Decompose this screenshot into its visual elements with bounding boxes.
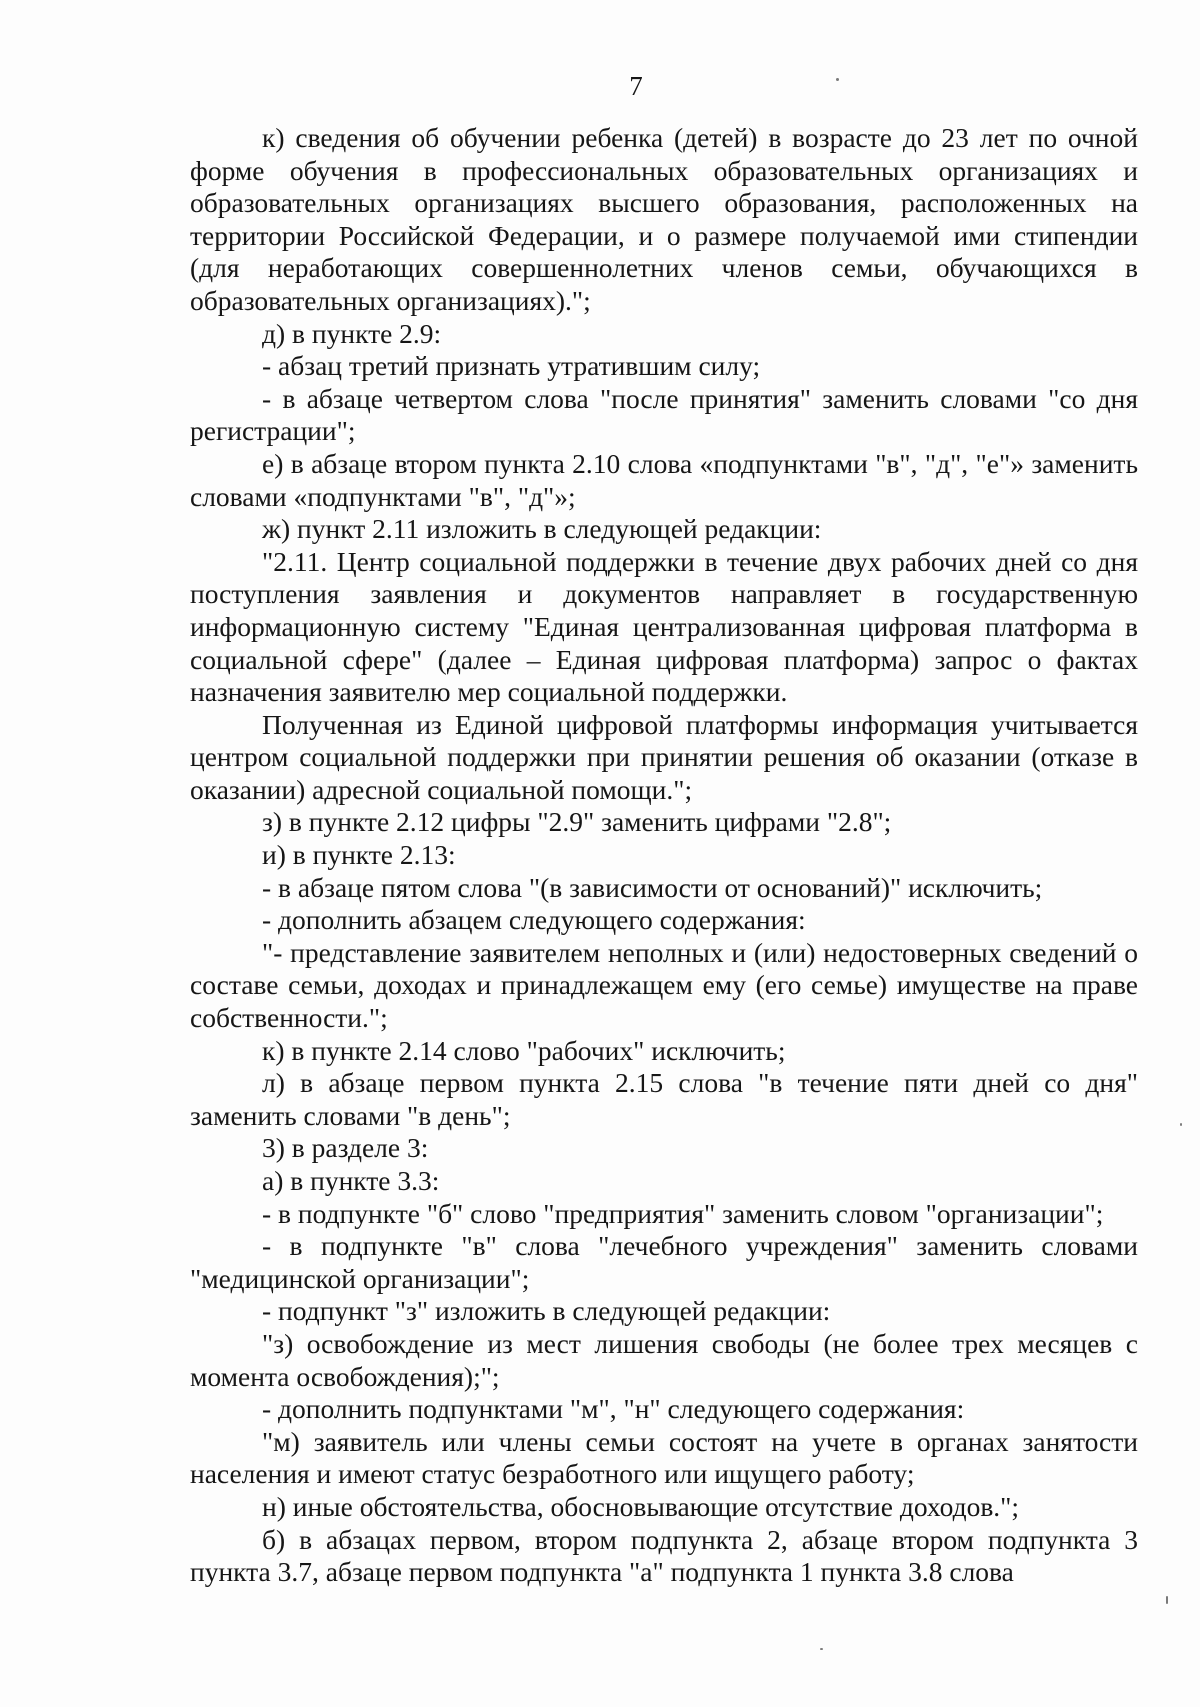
scan-speck — [1166, 1596, 1168, 1604]
paragraph: 3) в разделе 3: — [262, 1132, 429, 1164]
paragraph: - в подпункте "б" слово "предприятия" заменить словом "организации"; — [262, 1197, 1104, 1229]
paragraph: Полученная из Единой цифровой платформы информация учитывается центром социальной поддержки при принятии решения об оказании (отказе в оказании) адресной социальной помощи."; — [190, 708, 1138, 805]
paragraph: л) в абзаце первом пункта 2.15 слова "в течение пяти дней со дня" заменить словами "в день"; — [190, 1067, 1138, 1131]
paragraph: е) в абзаце втором пункта 2.10 слова «подпунктами "в", "д", "е"» заменить словами «подпунктами "в", "д"»; — [190, 447, 1138, 512]
paragraph: - дополнить подпунктами "м", "н" следующего содержания: — [262, 1393, 965, 1425]
paragraph: б) в абзацах первом, втором подпункта 2, абзаце втором подпункта 3 пункта 3.7, абзаце первом подпункта "а" подпункта 1 пункта 3.8 слова — [190, 1523, 1138, 1588]
paragraph: "м) заявитель или члены семьи состоят на учете в органах занятости населения и имеют статус безработного или ищущего работу; — [190, 1425, 1138, 1490]
page-number: 7 — [629, 71, 643, 101]
paragraph: "з) освобождение из мест лишения свободы (не более трех месяцев с момента освобождения);"; — [190, 1327, 1138, 1392]
paragraph: к) сведения об обучении ребенка (детей) в возрасте до 23 лет по очной форме обучения в профессиональных образовательных организациях и образовательных организациях высшего образования, расположенных на территории Российской Федерации, и о размере получаемой ими стипендии (для неработающих совершеннолетних членов семьи, обучающихся в образовательных организациях)."; — [190, 122, 1138, 316]
paragraph: - в подпункте "в" слова "лечебного учреждения" заменить словами "медицинской организации"; — [190, 1230, 1138, 1294]
paragraph: д) в пункте 2.9: — [262, 317, 442, 349]
paragraph: и) в пункте 2.13: — [262, 839, 456, 871]
paragraph: - абзац третий признать утратившим силу; — [262, 350, 761, 382]
paragraph: - в абзаце четвертом слова "после принятия" заменить словами "со дня регистрации"; — [190, 382, 1138, 447]
paragraph: к) в пункте 2.14 слово "рабочих" исключить; — [262, 1034, 786, 1066]
document-body — [190, 122, 1138, 1589]
paragraph: ж) пункт 2.11 изложить в следующей редакции: — [262, 513, 822, 545]
paragraph: з) в пункте 2.12 цифры "2.9" заменить цифрами "2.8"; — [262, 806, 892, 838]
paragraph: н) иные обстоятельства, обосновывающие отсутствие доходов."; — [262, 1490, 1020, 1522]
paragraph: - в абзаце пятом слова "(в зависимости от оснований)" исключить; — [262, 871, 1043, 903]
paragraph: "- представление заявителем неполных и (или) недостоверных сведений о составе семьи, доходах и принадлежащем ему (его семье) имуществе на праве собственности."; — [190, 936, 1138, 1034]
scan-speck — [1180, 1123, 1182, 1126]
scan-speck — [836, 78, 839, 81]
paragraph: а) в пункте 3.3: — [262, 1165, 440, 1196]
paragraph: "2.11. Центр социальной поддержки в течение двух рабочих дней со дня поступления заявления и документов направляет в государственную информационную систему "Единая централизованная цифровая платформа в социальной сфере" (далее – Единая цифровая платформа) запрос о фактах назначения заявителю мер социальной поддержки. — [190, 545, 1138, 708]
paragraph: - подпункт "з" изложить в следующей редакции: — [262, 1295, 831, 1327]
paragraph: - дополнить абзацем следующего содержания: — [262, 904, 806, 936]
scan-speck — [820, 1648, 823, 1650]
